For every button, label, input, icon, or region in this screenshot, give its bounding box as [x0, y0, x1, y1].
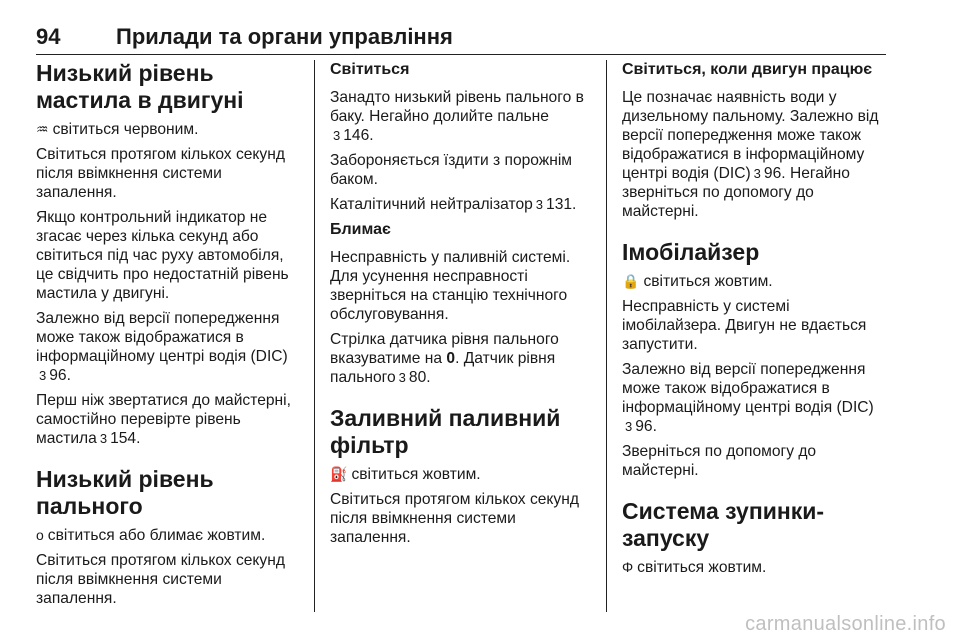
paragraph: ⛽ світиться жовтим. [330, 466, 481, 483]
paragraph: Забороняється їздити з порожнім баком. [330, 152, 573, 188]
reference-arrow: 3 [753, 166, 761, 181]
paragraph: Світиться протягом кількох секунд після ввімкнення системи запалення. [330, 491, 579, 546]
paragraph: Стрілка датчика рівня пального вказуватиме на 0. Датчик рівня пального 3 80. [330, 331, 559, 386]
column-3 [622, 60, 890, 583]
page-number: 94 [36, 24, 61, 49]
column-divider [314, 60, 315, 612]
section-heading: Імобілайзер [622, 239, 760, 265]
reference-arrow: 3 [39, 368, 47, 383]
paragraph: Залежно від версії попередження може також відображатися в інформаційному центрі водія (DIC) 3 96. [36, 310, 288, 384]
paragraph: ♒ світиться червоним. [36, 121, 199, 138]
oil-can-icon: ♒ [36, 121, 49, 137]
reference-arrow: 3 [398, 370, 406, 385]
paragraph: Це позначає наявність води у дизельному пальному. Залежно від версії попередження може також відображатися в інформаційному центрі водія (DIC) 3 96. Негайно зверніться по допомогу до майстерні. [622, 89, 879, 220]
paragraph: Якщо контрольний індикатор не згасає через кілька секунд або світиться під час руху автомобіля, це свідчить про недостатній рівень мастила у двигуні. [36, 209, 289, 302]
subsection-heading: Світиться, коли двигун працює [622, 61, 873, 78]
paragraph: o світиться або блимає жовтим. [36, 527, 266, 544]
section-heading: Система зупинки-запуску [622, 498, 825, 551]
column-1 [36, 60, 302, 614]
page-header [36, 14, 886, 55]
paragraph: Каталітичний нейтралізатор 3 131. [330, 196, 577, 213]
paragraph: Несправність у паливній системі. Для усунення несправності зверніться на станцію технічного обслуговування. [330, 249, 571, 323]
paragraph: Світиться протягом кількох секунд після ввімкнення системи запалення. [36, 146, 285, 201]
reference-arrow: 3 [99, 431, 108, 446]
reference-arrow: 3 [333, 128, 341, 143]
watermark: carmanualsonline.info [745, 613, 946, 635]
subsection-heading: Світиться [330, 61, 410, 78]
running-title: Прилади та органи управління [116, 24, 453, 49]
reference-arrow: 3 [535, 197, 544, 212]
section-heading: Низький рівень мастила в двигуні [36, 60, 244, 113]
subsection-heading: Блимає [330, 221, 391, 238]
column-divider [606, 60, 607, 612]
paragraph: Φ світиться жовтим. [622, 559, 767, 576]
fuel-filter-icon: ⛽ [330, 466, 348, 482]
auto-stop-icon: Φ [622, 559, 634, 575]
paragraph: Несправність у системі імобілайзера. Двигун не вдається запустити. [622, 298, 867, 353]
paragraph: Перш ніж звертатися до майстерні, самостійно перевірте рівень мастила 3 154. [36, 392, 291, 447]
paragraph: Занадто низький рівень пального в баку. Негайно долийте пальне 3 146. [330, 89, 584, 144]
paragraph: Світиться протягом кількох секунд після ввімкнення системи запалення. [36, 552, 285, 607]
reference-arrow: 3 [625, 419, 633, 434]
paragraph: Залежно від версії попередження може також відображатися в інформаційному центрі водія (DIC) 3 96. [622, 361, 874, 435]
car-lock-icon: 🔒 [622, 273, 640, 289]
section-heading: Низький рівень пального [36, 466, 214, 519]
fuel-icon: o [36, 527, 44, 543]
paragraph: Зверніться по допомогу до майстерні. [622, 443, 817, 479]
column-2 [330, 60, 600, 553]
paragraph: 🔒 світиться жовтим. [622, 273, 773, 290]
section-heading: Заливний паливний фільтр [330, 405, 561, 458]
